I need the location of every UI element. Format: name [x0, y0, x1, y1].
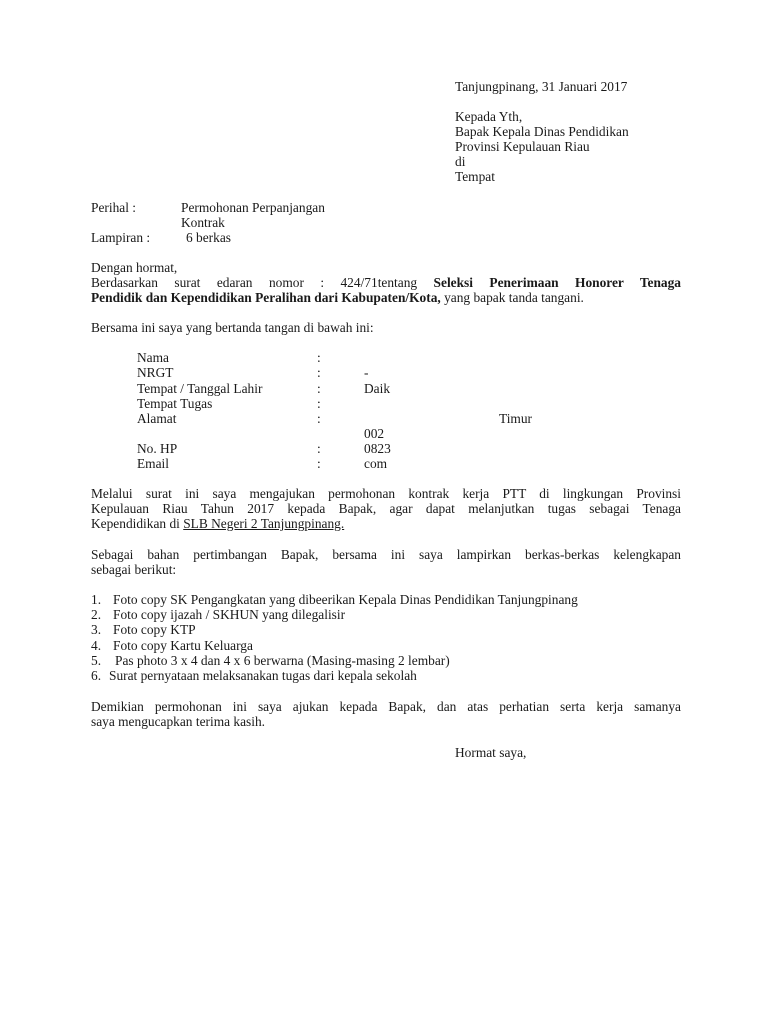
list-item	[91, 653, 450, 668]
lampiran-label: Lampiran :	[91, 230, 151, 245]
paragraph-closing	[91, 699, 681, 729]
paragraph-request-line-3	[91, 516, 681, 531]
place-date: Tanjungpinang, 31 Januari 2017	[455, 79, 628, 94]
reference-title-part-1: Seleksi Penerimaan Honorer Tenaga	[433, 275, 681, 290]
paragraph-attachments-line-2: sebagai berikut:	[91, 562, 177, 577]
greeting: Dengan hormat,	[91, 260, 178, 275]
list-item	[91, 622, 196, 637]
list-number: 6.	[91, 668, 102, 683]
identity-colon: :	[317, 381, 321, 396]
identity-label-nrgt: NRGT	[137, 365, 174, 380]
identity-label-hp: No. HP	[137, 441, 178, 456]
identity-label-tempat-tugas: Tempat Tugas	[137, 396, 213, 411]
identity-colon: :	[317, 365, 321, 380]
list-text: Foto copy KTP	[113, 622, 196, 637]
paragraph-attachments-intro	[91, 547, 681, 577]
paragraph-request-line-2: Kepulauan Riau Tahun 2017 kepada Bapak, agar dapat melanjutkan tugas sebagai Tenaga	[91, 501, 681, 516]
list-number: 2.	[91, 607, 102, 622]
recipient-line-1: Kepada Yth,	[455, 109, 523, 124]
recipient-line-4: di	[455, 154, 466, 169]
list-text: Pas photo 3 x 4 dan 4 x 6 berwarna (Masing-masing 2 lembar)	[115, 653, 450, 668]
recipient-line-2: Bapak Kepala Dinas Pendidikan	[455, 124, 629, 139]
list-text: Foto copy ijazah / SKHUN yang dilegalisir	[113, 607, 346, 622]
paragraph-request-line-1: Melalui surat ini saya mengajukan permohonan kontrak kerja PTT di lingkungan Provinsi	[91, 486, 681, 501]
perihal-label: Perihal :	[91, 200, 136, 215]
list-text: Foto copy Kartu Keluarga	[113, 638, 253, 653]
identity-label-ttl: Tempat / Tanggal Lahir	[137, 381, 263, 396]
list-text: Foto copy SK Pengangkatan yang dibeerikan Kepala Dinas Pendidikan Tanjungpinang	[113, 592, 578, 607]
school-name: SLB Negeri 2 Tanjungpinang.	[183, 516, 345, 531]
list-number: 3.	[91, 622, 102, 637]
identity-value-alamat-2: 002	[364, 426, 385, 441]
identity-colon: :	[317, 396, 321, 411]
list-number: 4.	[91, 638, 102, 653]
list-text: Surat pernyataan melaksanakan tugas dari kepala sekolah	[109, 668, 417, 683]
paragraph-reference-line-1	[91, 275, 681, 290]
identity-label-email: Email	[137, 456, 169, 471]
identity-value-hp: 0823	[364, 441, 391, 456]
identity-value-nrgt: -	[364, 365, 369, 380]
request-text: Kependidikan di	[91, 516, 184, 531]
identity-value-ttl: Daik	[364, 381, 391, 396]
list-item	[91, 607, 345, 622]
perihal-value-1: Permohonan Perpanjangan	[181, 200, 325, 215]
list-number: 1.	[91, 592, 102, 607]
perihal-value-2: Kontrak	[181, 215, 225, 230]
lampiran-value: 6 berkas	[186, 230, 231, 245]
identity-label-nama: Nama	[137, 350, 169, 365]
reference-title-part-2: Pendidik dan Kependidikan Peralihan dari Kabupaten/Kota,	[91, 290, 441, 305]
paragraph-closing-line-1: Demikian permohonan ini saya ajukan kepada Bapak, dan atas perhatian serta kerja samanya	[91, 699, 681, 714]
identity-colon: :	[317, 441, 321, 456]
identity-colon: :	[317, 411, 321, 426]
paragraph-reference-line-2	[91, 290, 681, 305]
reference-text: Berdasarkan surat edaran nomor : 424/71tentang	[91, 275, 434, 290]
signoff: Hormat saya,	[455, 745, 527, 760]
recipient-line-5: Tempat	[455, 169, 495, 184]
list-item	[91, 592, 578, 607]
paragraph-reference	[91, 275, 681, 305]
identity-value-email: com	[364, 456, 388, 471]
list-item	[91, 638, 253, 653]
identity-colon: :	[317, 350, 321, 365]
list-number: 5.	[91, 653, 102, 668]
reference-tail: yang bapak tanda tangani.	[440, 290, 584, 305]
identity-label-alamat: Alamat	[137, 411, 177, 426]
list-item	[91, 668, 417, 683]
paragraph-intro: Bersama ini saya yang bertanda tangan di bawah ini:	[91, 320, 374, 335]
paragraph-attachments-line-1: Sebagai bahan pertimbangan Bapak, bersama ini saya lampirkan berkas-berkas kelengkapan	[91, 547, 681, 562]
paragraph-request	[91, 486, 681, 531]
recipient-line-3: Provinsi Kepulauan Riau	[455, 139, 590, 154]
identity-colon: :	[317, 456, 321, 471]
identity-value-alamat-extra: Timur	[499, 411, 532, 426]
paragraph-closing-line-2: saya mengucapkan terima kasih.	[91, 714, 266, 729]
